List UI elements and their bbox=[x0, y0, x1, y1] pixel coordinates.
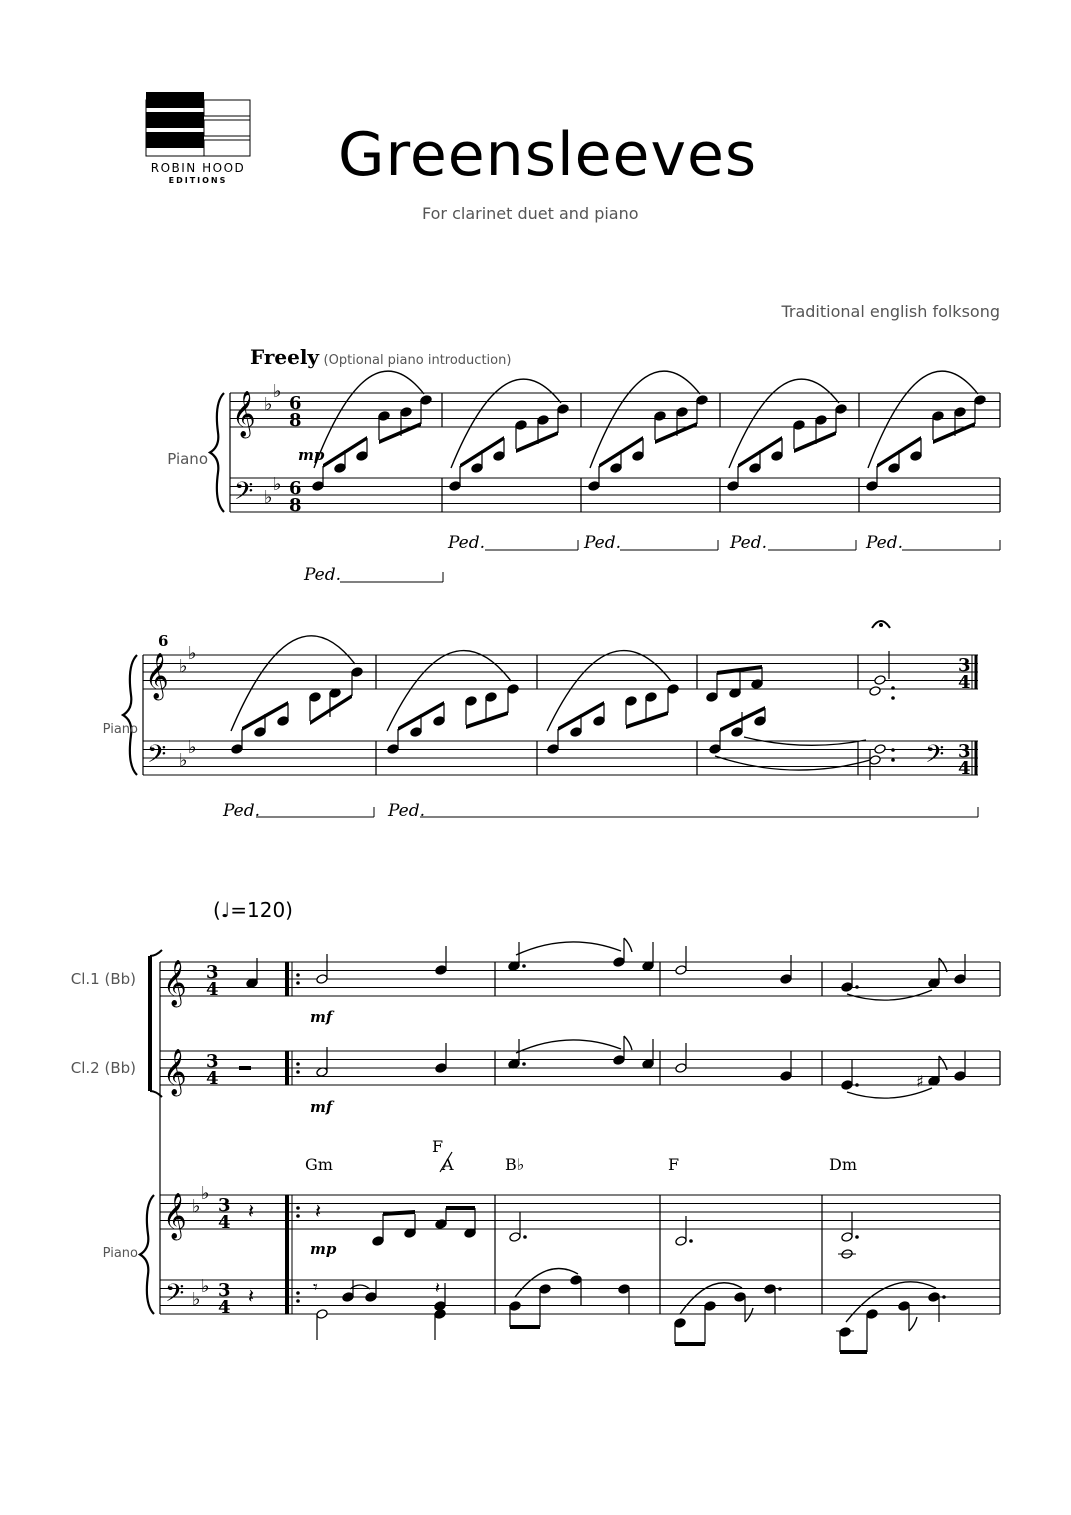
time-signature: 6 bbox=[289, 478, 302, 499]
brace bbox=[210, 393, 224, 512]
note-head bbox=[910, 451, 922, 462]
chord-symbol: Dm bbox=[829, 1155, 857, 1174]
repeat-dot bbox=[296, 1062, 300, 1066]
instrument-label-piano-2: Piano bbox=[102, 722, 138, 737]
phrase-slur bbox=[314, 371, 424, 468]
repeat-dot bbox=[296, 1291, 300, 1295]
pedal-mark: Ped. bbox=[388, 801, 426, 821]
sharp-sign: ♯ bbox=[916, 1072, 924, 1091]
instrument-label-piano-3: Piano bbox=[102, 1246, 138, 1261]
beam bbox=[383, 1210, 415, 1216]
tie bbox=[847, 990, 932, 1000]
beam bbox=[626, 711, 668, 729]
note-head bbox=[312, 481, 324, 492]
note-head bbox=[449, 481, 461, 492]
note-head bbox=[316, 1309, 328, 1320]
note-head bbox=[780, 1071, 792, 1082]
pedal-mark: Ped. bbox=[730, 533, 768, 553]
beam bbox=[446, 1206, 475, 1210]
quarter-rest-icon: 𝄽 bbox=[248, 1284, 255, 1308]
repeat-dot bbox=[296, 981, 300, 985]
note-head bbox=[675, 965, 687, 976]
composer: Traditional english folksong bbox=[781, 302, 1000, 321]
note-head bbox=[471, 463, 483, 474]
time-signature: 6 bbox=[289, 393, 302, 414]
beam bbox=[675, 1342, 705, 1346]
quarter-rest-icon: 𝄽 bbox=[315, 1199, 322, 1223]
time-signature: 3 bbox=[206, 962, 219, 983]
note-head bbox=[613, 1055, 625, 1066]
chord-symbol: F bbox=[668, 1155, 680, 1174]
tempo-note: (Optional piano introduction) bbox=[323, 353, 512, 368]
dot bbox=[689, 1239, 693, 1243]
time-signature: 4 bbox=[958, 672, 971, 693]
quarter-rest-icon: 𝄽 bbox=[248, 1199, 255, 1223]
note-head bbox=[507, 684, 519, 695]
note-head bbox=[954, 407, 966, 418]
beam bbox=[933, 422, 975, 444]
dot bbox=[891, 758, 895, 762]
fermata-dot bbox=[879, 623, 883, 627]
time-signature: 3 bbox=[958, 741, 971, 762]
slur bbox=[516, 942, 621, 955]
note-head bbox=[515, 420, 527, 431]
note-head bbox=[793, 420, 805, 431]
note-head bbox=[974, 395, 986, 406]
phrase-slur bbox=[231, 636, 355, 731]
note-head bbox=[400, 407, 412, 418]
note-head bbox=[537, 415, 549, 426]
time-signature: 3 bbox=[958, 655, 971, 676]
note-head bbox=[815, 415, 827, 426]
note-head bbox=[618, 1284, 630, 1295]
chord-symbol-bass: A bbox=[442, 1155, 454, 1174]
flat-sign: ♭ bbox=[264, 487, 273, 508]
flat-sign: ♭ bbox=[264, 394, 273, 415]
note-head bbox=[888, 463, 900, 474]
note-head bbox=[570, 1275, 582, 1286]
page-title: Greensleeves bbox=[338, 120, 758, 190]
phrase-slur bbox=[590, 371, 700, 468]
note-head bbox=[771, 451, 783, 462]
flag bbox=[624, 938, 632, 952]
note-head bbox=[435, 1063, 447, 1074]
time-signature: 4 bbox=[218, 1212, 231, 1233]
chord-symbol: B♭ bbox=[505, 1155, 525, 1174]
treble-clef-icon: 𝄞 bbox=[232, 391, 256, 437]
note-head bbox=[835, 404, 847, 415]
note-head bbox=[570, 727, 582, 738]
beam bbox=[510, 1325, 540, 1329]
flat-sign: ♭ bbox=[179, 656, 188, 677]
pedal-mark: Ped. bbox=[223, 801, 261, 821]
note-head bbox=[954, 974, 966, 985]
note-head bbox=[780, 974, 792, 985]
note-head bbox=[675, 1236, 687, 1247]
note-head bbox=[839, 1327, 851, 1338]
note-head bbox=[277, 716, 289, 727]
flag bbox=[939, 958, 947, 972]
note-head bbox=[696, 395, 708, 406]
note-head bbox=[632, 451, 644, 462]
note-head bbox=[674, 1318, 686, 1329]
dynamic-mf-cl1: mf bbox=[310, 1008, 333, 1026]
note-head bbox=[557, 404, 569, 415]
beam bbox=[840, 1350, 867, 1354]
dynamic-mp-1: mp bbox=[298, 446, 325, 464]
slur bbox=[846, 1282, 936, 1322]
dot bbox=[522, 1062, 526, 1066]
page-subtitle: For clarinet duet and piano bbox=[422, 204, 639, 223]
pedal-mark: Ped. bbox=[584, 533, 622, 553]
note-head bbox=[509, 1301, 521, 1312]
note-head bbox=[485, 692, 497, 703]
dot bbox=[778, 1287, 782, 1291]
note-head bbox=[316, 974, 328, 985]
logo-name: ROBIN HOOD bbox=[150, 161, 246, 175]
note-head bbox=[613, 957, 625, 968]
rest-icon bbox=[239, 1066, 251, 1070]
bass-clef-icon: 𝄢 bbox=[165, 1279, 185, 1314]
dot bbox=[891, 686, 895, 690]
note-head bbox=[727, 481, 739, 492]
time-signature: 4 bbox=[218, 1297, 231, 1318]
note-head bbox=[654, 411, 666, 422]
time-signature: 8 bbox=[289, 410, 302, 431]
beam bbox=[794, 431, 836, 453]
tempo-text: Freely bbox=[250, 345, 320, 369]
note-head bbox=[954, 1071, 966, 1082]
note-head bbox=[841, 1232, 853, 1243]
dot bbox=[891, 748, 895, 752]
dynamic-mf-cl2: mf bbox=[310, 1098, 333, 1116]
logo-sub: EDITIONS bbox=[168, 176, 228, 185]
bass-clef-icon: 𝄢 bbox=[147, 740, 167, 775]
treble-clef-icon: 𝄞 bbox=[163, 960, 187, 1006]
flat-sign: ♭ bbox=[201, 1276, 210, 1297]
flat-sign: ♭ bbox=[201, 1183, 210, 1204]
note-head bbox=[866, 1309, 878, 1320]
note-head bbox=[593, 716, 605, 727]
flat-sign: ♭ bbox=[188, 737, 197, 758]
bass-clef-icon: 𝄢 bbox=[925, 740, 945, 775]
note-head bbox=[410, 727, 422, 738]
tempo-marking bbox=[250, 345, 511, 369]
note-head bbox=[435, 965, 447, 976]
flat-sign: ♭ bbox=[273, 474, 282, 495]
note-head bbox=[625, 696, 637, 707]
bass-clef-icon: 𝄢 bbox=[234, 477, 254, 512]
bracket-top bbox=[150, 950, 162, 956]
note-head bbox=[731, 727, 743, 738]
note-head bbox=[841, 1080, 853, 1091]
note-head bbox=[610, 463, 622, 474]
note-head bbox=[869, 686, 881, 697]
note-head bbox=[254, 727, 266, 738]
repeat-dot bbox=[296, 1206, 300, 1210]
note-head bbox=[676, 407, 688, 418]
treble-clef-icon: 𝄞 bbox=[145, 653, 169, 699]
dot bbox=[523, 1235, 527, 1239]
quarter-rest-icon: 𝄽 bbox=[435, 1278, 440, 1297]
note-head bbox=[898, 1301, 910, 1312]
time-signature: 4 bbox=[958, 758, 971, 779]
time-signature: 3 bbox=[218, 1280, 231, 1301]
note-head bbox=[749, 463, 761, 474]
note-head bbox=[588, 481, 600, 492]
time-signature: 8 bbox=[289, 495, 302, 516]
note-head bbox=[351, 667, 363, 678]
note-head bbox=[547, 744, 559, 755]
pedal-mark: Ped. bbox=[304, 565, 342, 585]
note-head bbox=[420, 395, 432, 406]
note-head bbox=[309, 692, 321, 703]
instrument-label-clarinet-1: Cl.1 (Bb) bbox=[70, 970, 136, 988]
flag bbox=[909, 1317, 917, 1331]
note-head bbox=[465, 696, 477, 707]
note-head bbox=[754, 716, 766, 727]
repeat-dot bbox=[296, 1070, 300, 1074]
flat-sign: ♭ bbox=[273, 381, 282, 402]
note-head bbox=[378, 411, 390, 422]
dot bbox=[891, 696, 895, 700]
phrase-slur bbox=[868, 371, 978, 468]
note-head bbox=[706, 692, 718, 703]
dot bbox=[855, 985, 859, 989]
treble-clef-icon: 𝄞 bbox=[163, 1049, 187, 1095]
note-head bbox=[539, 1284, 551, 1295]
repeat-dot bbox=[296, 1214, 300, 1218]
note-head bbox=[928, 1292, 940, 1303]
flat-sign: ♭ bbox=[192, 1196, 201, 1217]
note-head bbox=[365, 1292, 377, 1303]
metronome-mark: (♩=120) bbox=[213, 898, 293, 922]
flat-sign: ♭ bbox=[192, 1289, 201, 1310]
repeat-dot bbox=[296, 1299, 300, 1303]
treble-clef-icon: 𝄞 bbox=[163, 1193, 187, 1239]
note-head bbox=[874, 744, 886, 755]
note-head bbox=[709, 744, 721, 755]
measure-number: 6 bbox=[158, 632, 169, 650]
repeat-dot bbox=[296, 973, 300, 977]
note-head bbox=[433, 716, 445, 727]
brace bbox=[140, 1195, 154, 1314]
note-head bbox=[356, 451, 368, 462]
time-signature: 3 bbox=[218, 1195, 231, 1216]
note-head bbox=[734, 1292, 746, 1303]
beam bbox=[516, 431, 558, 453]
dot bbox=[855, 1235, 859, 1239]
pedal-mark: Ped. bbox=[866, 533, 904, 553]
dynamic-mp-piano: mp bbox=[310, 1240, 337, 1258]
beam bbox=[655, 422, 697, 444]
note-head bbox=[932, 411, 944, 422]
note-head bbox=[704, 1301, 716, 1312]
note-head bbox=[874, 675, 886, 686]
note-head bbox=[372, 1236, 384, 1247]
note-head bbox=[866, 481, 878, 492]
note-head bbox=[675, 1063, 687, 1074]
time-signature: 3 bbox=[206, 1051, 219, 1072]
note-head bbox=[645, 692, 657, 703]
instrument-label-clarinet-2: Cl.2 (Bb) bbox=[70, 1059, 136, 1077]
chord-symbol: F bbox=[432, 1137, 444, 1156]
pedal-mark: Ped. bbox=[448, 533, 486, 553]
flag bbox=[624, 1036, 632, 1050]
flat-sign: ♭ bbox=[179, 750, 188, 771]
dot bbox=[522, 964, 526, 968]
note-head bbox=[869, 755, 881, 766]
note-head bbox=[764, 1284, 776, 1295]
note-head bbox=[841, 982, 853, 993]
note-head bbox=[231, 744, 243, 755]
chord-symbol: Gm bbox=[305, 1155, 333, 1174]
dot bbox=[855, 1083, 859, 1087]
time-signature: 4 bbox=[206, 1068, 219, 1089]
beam bbox=[379, 422, 421, 444]
note-head bbox=[434, 1309, 446, 1320]
dot bbox=[942, 1295, 946, 1299]
note-head bbox=[667, 684, 679, 695]
note-head bbox=[509, 1232, 521, 1243]
note-head bbox=[387, 744, 399, 755]
eighth-rest-icon: 𝄾 bbox=[313, 1277, 318, 1298]
note-head bbox=[493, 451, 505, 462]
beam bbox=[466, 711, 508, 729]
instrument-label-piano-1: Piano bbox=[167, 450, 208, 468]
flag bbox=[745, 1308, 753, 1322]
note-head bbox=[342, 1292, 354, 1303]
flat-sign: ♭ bbox=[188, 643, 197, 664]
note-head bbox=[334, 463, 346, 474]
brace bbox=[123, 655, 137, 775]
time-signature: 4 bbox=[206, 979, 219, 1000]
